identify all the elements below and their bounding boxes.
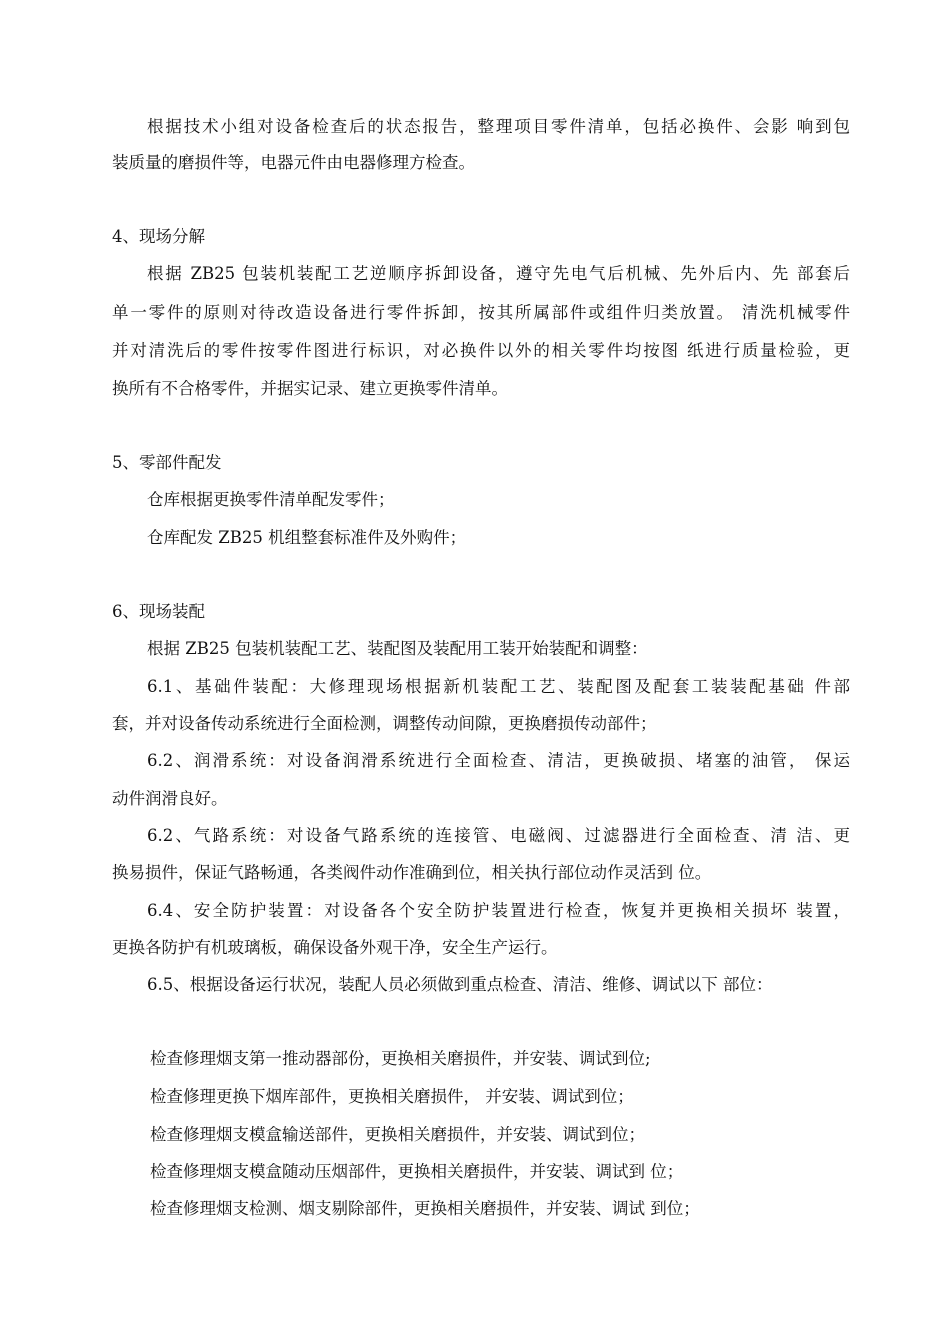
section-4-heading: 4、现场分解 bbox=[112, 227, 205, 246]
section-6-4-line-1: 6.4、安全防护装置：对设备各个安全防护装置进行检查，恢复并更换相关损坏 装置， bbox=[147, 901, 850, 920]
intro-line-2: 装质量的磨损件等，电器元件由电器修理方检查。 bbox=[112, 153, 475, 172]
check-item: 检查修理更换下烟库部件，更换相关磨损件， 并安装、调试到位； bbox=[150, 1087, 634, 1106]
section-6-5-line-1: 6.5、根据设备运行状况，装配人员必须做到重点检查、清洁、维修、调试以下 部位： bbox=[147, 975, 773, 994]
section-6-2b-line-2: 换易损件，保证气路畅通，各类阀件动作准确到位，相关执行部位动作灵活到 位。 bbox=[112, 863, 712, 882]
intro-line-1: 根据技术小组对设备检查后的状态报告，整理项目零件清单，包括必换件、会影 响到包 bbox=[147, 117, 850, 136]
section-6-heading: 6、现场装配 bbox=[112, 602, 205, 621]
check-item: 检查修理烟支检测、烟支剔除部件，更换相关磨损件，并安装、调试 到位； bbox=[150, 1199, 700, 1218]
check-item: 检查修理烟支模盒随动压烟部件，更换相关磨损件，并安装、调试到 位； bbox=[150, 1162, 684, 1181]
check-item: 检查修理烟支模盒输送部件，更换相关磨损件，并安装、调试到位； bbox=[150, 1125, 645, 1144]
check-item: 检查修理烟支第一推动器部份，更换相关磨损件，并安装、调试到位; bbox=[150, 1049, 651, 1068]
section-6-1-line-1: 6.1、基础件装配：大修理现场根据新机装配工艺、装配图及配套工装装配基础 件部 bbox=[147, 677, 850, 696]
section-6-4-line-2: 更换各防护有机玻璃板，确保设备外观干净，安全生产运行。 bbox=[112, 938, 558, 957]
section-6-intro: 根据 ZB25 包装机装配工艺、装配图及装配用工装开始装配和调整： bbox=[147, 639, 648, 658]
section-6-2-line-1: 6.2、润滑系统：对设备润滑系统进行全面检查、清洁，更换破损、堵塞的油管， 保运 bbox=[147, 751, 850, 770]
section-6-2-line-2: 动件润滑良好。 bbox=[112, 789, 228, 808]
section-5-item-2: 仓库配发 ZB25 机组整套标准件及外购件； bbox=[147, 528, 467, 547]
section-4-line-4: 换所有不合格零件，并据实记录、建立更换零件清单。 bbox=[112, 379, 508, 398]
section-4-line-3: 并对清洗后的零件按零件图进行标识，对必换件以外的相关零件均按图 纸进行质量检验，更 bbox=[112, 341, 850, 360]
section-5-item-1: 仓库根据更换零件清单配发零件； bbox=[147, 490, 395, 509]
section-4-line-1: 根据 ZB25 包装机装配工艺逆顺序拆卸设备，遵守先电气后机械、先外后内、先 部套后 bbox=[147, 264, 850, 283]
section-5-heading: 5、零部件配发 bbox=[112, 453, 222, 472]
section-6-2b-line-1: 6.2、气路系统：对设备气路系统的连接管、电磁阀、过滤器进行全面检查、清 洁、更 bbox=[147, 826, 850, 845]
section-4-line-2: 单一零件的原则对待改造设备进行零件拆卸，按其所属部件或组件归类放置。 清洗机械零件 bbox=[112, 303, 850, 322]
section-6-1-line-2: 套，并对设备传动系统进行全面检测，调整传动间隙，更换磨损传动部件； bbox=[112, 714, 657, 733]
